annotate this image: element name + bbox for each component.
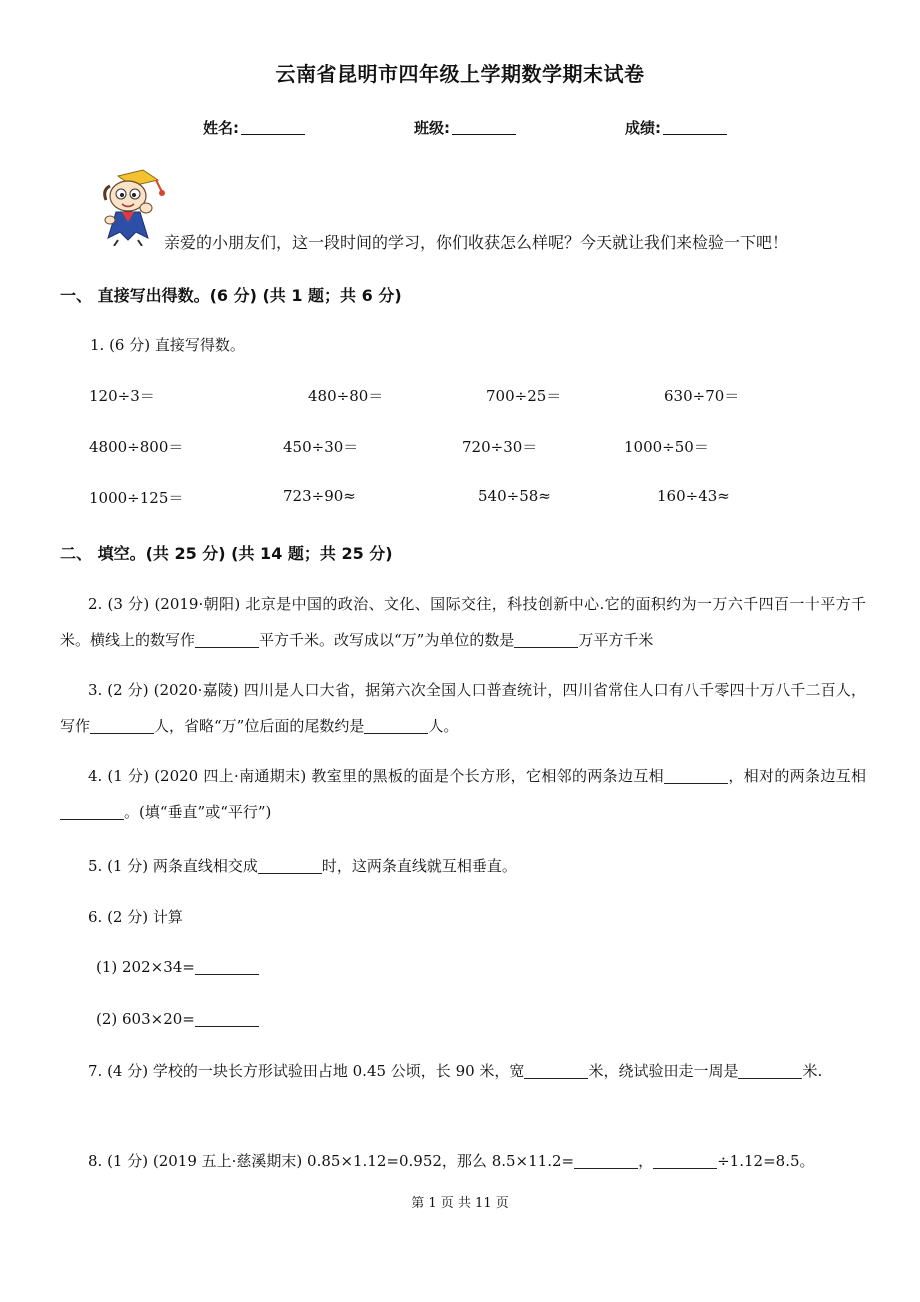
question-7-text: 米. — [802, 1062, 823, 1080]
calc-item: 1000÷125＝ — [89, 489, 184, 507]
answer-blank[interactable] — [195, 1011, 259, 1027]
calc-item: 700÷25＝ — [486, 387, 562, 405]
class-label: 班级: — [414, 119, 450, 137]
class-blank — [452, 120, 516, 135]
name-label: 姓名: — [203, 119, 239, 137]
mascot-illustration — [88, 168, 168, 246]
calc-item: 1000÷50＝ — [624, 438, 709, 456]
question-5-text: 时，这两条直线就互相垂直。 — [321, 857, 517, 875]
question-7-text: 米，绕试验田走一周是 — [588, 1062, 739, 1080]
greeting-text: 亲爱的小朋友们，这一段时间的学习，你们收获怎么样呢？今天就让我们来检验一下吧！ — [164, 233, 789, 252]
answer-blank[interactable] — [195, 959, 259, 975]
score-label: 成绩: — [625, 119, 661, 137]
question-8-text: ， — [638, 1152, 654, 1170]
question-4-text: 。(填“垂直”或“平行”) — [124, 803, 272, 821]
answer-blank[interactable] — [514, 632, 578, 648]
calc-row-2 — [0, 436, 920, 456]
calc-item: 4800÷800＝ — [89, 438, 184, 456]
question-3 — [60, 672, 866, 744]
question-8-text: 8. (1 分) (2019 五上·慈溪期末) 0.85×1.12=0.952，那么 8.5×11.2= — [88, 1152, 575, 1170]
question-6-label: 6. (2 分) 计算 — [88, 908, 183, 926]
question-8 — [88, 1150, 815, 1171]
calc-item: 630÷70＝ — [664, 387, 740, 405]
question-2-text: 平方千米。改写成以“万”为单位的数是 — [259, 631, 515, 649]
name-field — [203, 117, 305, 138]
calc-item: 723÷90≈ — [283, 487, 356, 505]
question-4 — [60, 758, 866, 830]
page-footer: 第 1 页 共 11 页 — [411, 1196, 509, 1211]
answer-blank[interactable] — [524, 1063, 588, 1079]
question-4-text: ，相对的两条边互相 — [728, 767, 866, 785]
score-field — [625, 117, 727, 138]
answer-blank[interactable] — [90, 718, 154, 734]
question-2-text: 万平方千米 — [578, 631, 654, 649]
answer-blank[interactable] — [364, 718, 428, 734]
name-blank — [241, 120, 305, 135]
question-4-text: 4. (1 分) (2020 四上·南通期末) 教室里的黑板的面是个长方形，它相邻的两条边互相 — [88, 767, 664, 785]
answer-blank[interactable] — [574, 1153, 638, 1169]
question-6-sub-2 — [96, 1010, 259, 1028]
question-3-text: 人。 — [428, 717, 459, 735]
calc-item: 160÷43≈ — [657, 487, 730, 505]
page-title: 云南省昆明市四年级上学期数学期末试卷 — [275, 62, 645, 86]
section2-heading: 二、 填空。(共 25 分) (共 14 题；共 25 分) — [60, 544, 393, 563]
answer-blank[interactable] — [664, 768, 728, 784]
score-blank — [663, 120, 727, 135]
question-3-text: 人，省略“万”位后面的尾数约是 — [154, 717, 365, 735]
calc-item: 450÷30＝ — [283, 438, 359, 456]
section1-heading: 一、 直接写出得数。(6 分) (共 1 题；共 6 分) — [60, 286, 402, 305]
question-5-text: 5. (1 分) 两条直线相交成 — [88, 857, 258, 875]
class-field — [414, 117, 516, 138]
answer-blank[interactable] — [258, 858, 322, 874]
calc-row-3 — [0, 487, 920, 507]
calc-item: 720÷30＝ — [462, 438, 538, 456]
question-5 — [88, 855, 517, 876]
question-6-sub-1 — [96, 958, 259, 976]
answer-blank[interactable] — [653, 1153, 717, 1169]
question-7-text: 7. (4 分) 学校的一块长方形试验田占地 0.45 公顷，长 90 米，宽 — [88, 1062, 525, 1080]
calc-row-1 — [0, 385, 920, 405]
question-2-text: 2. (3 分) (2019·朝阳) 北京是中国的政治、文化、国际交往，科技创新中心.它的面积约为一万六千四百一十平方千米。横线上的数写作 — [60, 595, 866, 649]
question-7 — [60, 1053, 866, 1089]
calc-item: 540÷58≈ — [478, 487, 551, 505]
sub-question-text: (2) 603×20= — [96, 1010, 195, 1028]
answer-blank[interactable] — [195, 632, 259, 648]
question-1-label: 1. (6 分) 直接写得数。 — [90, 336, 245, 354]
question-3-text: 3. (2 分) (2020·嘉陵) 四川是人口大省，据第六次全国人口普查统计，四川省常住人口有八千零四十万八千二百人，写作 — [60, 681, 866, 735]
question-2 — [60, 586, 866, 658]
answer-blank[interactable] — [60, 804, 124, 820]
calc-item: 480÷80＝ — [308, 387, 384, 405]
calc-item: 120÷3＝ — [89, 387, 155, 405]
sub-question-text: (1) 202×34= — [96, 958, 195, 976]
question-8-text: ÷1.12=8.5。 — [717, 1152, 815, 1170]
answer-blank[interactable] — [738, 1063, 802, 1079]
